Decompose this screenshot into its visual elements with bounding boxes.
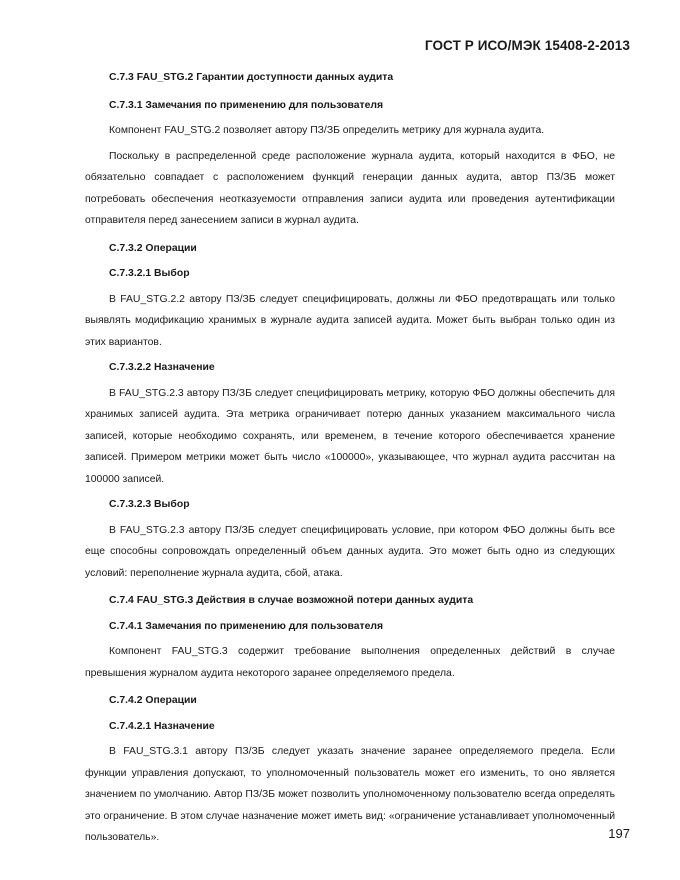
section-heading: C.7.3 FAU_STG.2 Гарантии доступности данных аудита	[109, 72, 394, 83]
section-heading: C.7.3.2.3 Выбор	[109, 499, 190, 510]
section-heading: C.7.3.2.1 Выбор	[109, 268, 190, 279]
document-body	[85, 67, 615, 849]
body-paragraph: Поскольку в распределенной среде расположение журнала аудита, который находится в ФБО, не обязательно совпадает с расположением функций генерации данных аудита, автор ПЗ/ЗБ может потребовать обеспечения неотказуемости отправления записи аудита или проведения аутентификации отправителя перед занесением записи в журнал аудита.	[85, 150, 615, 226]
section-heading: C.7.3.2.2 Назначение	[109, 362, 215, 373]
body-paragraph: Компонент FAU_STG.3 содержит требование выполнения определенных действий в случае превышения журналом аудита некоторого заранее определяемого предела.	[85, 646, 615, 679]
body-paragraph: Компонент FAU_STG.2 позволяет автору ПЗ/ЗБ определить метрику для журнала аудита.	[109, 125, 545, 136]
page-number: 197	[608, 826, 630, 841]
body-paragraph: В FAU_STG.2.3 автору ПЗ/ЗБ следует специфицировать условие, при котором ФБО должны быть все еще способны сопровождать определенный объем данных аудита. Это может быть одно из следующих условий: переполнение журнала аудита, сбой, атака.	[85, 524, 615, 579]
section-heading: C.7.3.2 Операции	[109, 242, 197, 254]
section-heading: C.7.4.2 Операции	[109, 695, 197, 706]
body-paragraph: В FAU_STG.2.3 автору ПЗ/ЗБ следует специфицировать метрику, которую ФБО должны обеспечить для хранимых записей аудита. Эта метрика ограничивает потерю данных указанием максимального числа записей, которые необходимо сохранять, или временем, в течение которого обеспечивается хранение записей. Примером метрики может быть число «100000», указывающее, что журнал аудита рассчитан на 100000 записей.	[85, 387, 615, 485]
body-paragraph: В FAU_STG.2.2 автору ПЗ/ЗБ следует специфицировать, должны ли ФБО предотвращать или только выявлять модификацию хранимых в журнале аудита записей аудита. Может быть выбран только один из этих вариантов.	[85, 293, 615, 348]
section-heading: C.7.4.2.1 Назначение	[109, 720, 215, 732]
section-heading: C.7.4.1 Замечания по применению для пользователя	[109, 620, 384, 632]
document-header: ГОСТ Р ИСО/МЭК 15408-2-2013	[424, 38, 630, 53]
section-heading: C.7.4 FAU_STG.3 Действия в случае возможной потери данных аудита	[109, 595, 474, 606]
section-heading: C.7.3.1 Замечания по применению для пользователя	[109, 99, 384, 111]
body-paragraph: В FAU_STG.3.1 автору ПЗ/ЗБ следует указать значение заранее определяемого предела. Если функции управления допускают, то уполномоченный пользователь может его изменить, то оно является значением по умолчанию. Автор ПЗ/ЗБ может позволить уполномоченному пользователю всегда определять это ограничение. В этом случае назначение может иметь вид: «ограничение устанавливает уполномоченный пользователь».	[85, 746, 615, 843]
